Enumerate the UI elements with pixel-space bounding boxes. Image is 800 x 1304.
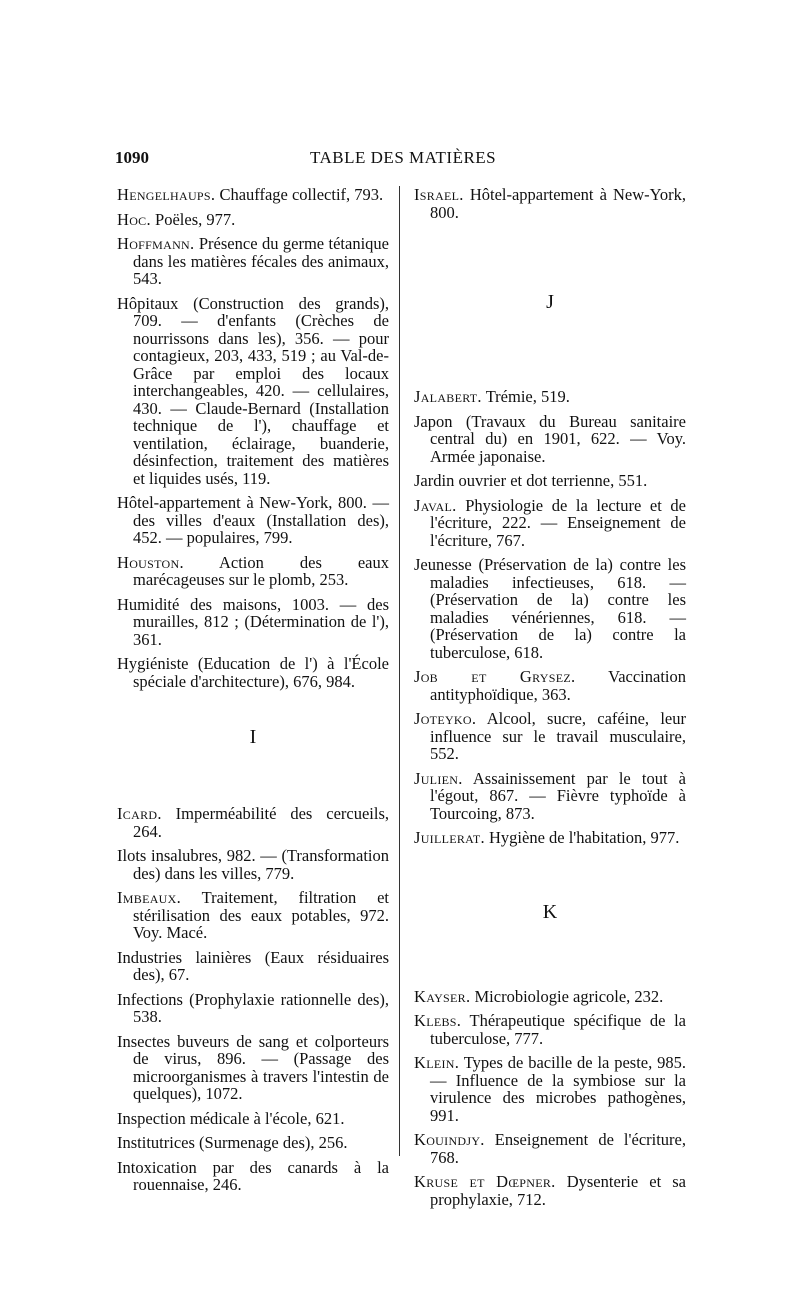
entry-text: Hygiéniste (Education de l') à l'École spéciale d'architecture), 676, 984. — [117, 654, 389, 691]
entry-text: Institutrices (Surmenage des), 256. — [117, 1133, 348, 1152]
entry-text: Types de bacille de la peste, 985. — Influence de la symbiose sur la virulence des microbes pathogènes, 991. — [430, 1053, 686, 1125]
entry-text: Traitement, filtration et stérilisation des eaux potables, 972. Voy. Macé. — [133, 888, 389, 942]
entry-text: Thérapeutique spécifique de la tuberculose, 777. — [430, 1011, 687, 1048]
author-name: Kayser. — [414, 986, 471, 1006]
index-entry — [414, 1012, 686, 1047]
index-entry — [414, 1054, 686, 1124]
index-entry — [117, 186, 389, 204]
entry-text: Insectes buveurs de sang et colporteurs de virus, 896. — (Passage des microorganismes à travers l'intestin de quelques), 1072. — [117, 1031, 389, 1103]
left-column — [117, 186, 389, 1201]
index-entry — [117, 991, 389, 1026]
entry-text: Hôtel-appartement à New-York, 800. — des villes d'eaux (Installation des), 452. — populaires, 799. — [117, 493, 389, 547]
index-entry — [414, 668, 686, 703]
index-entry — [117, 949, 389, 984]
index-entry — [414, 472, 686, 490]
entry-text: Alcool, sucre, caféine, leur influence sur le travail musculaire, 552. — [430, 709, 686, 763]
author-name: Job et Grysez. — [414, 667, 576, 686]
author-name: Israel. — [414, 185, 464, 204]
entry-text: Trémie, 519. — [485, 387, 570, 406]
index-entry — [414, 186, 686, 221]
index-entry — [117, 1110, 389, 1128]
index-entry — [414, 556, 686, 661]
entry-text: Intoxication par des canards à la rouennaise, 246. — [117, 1157, 389, 1194]
entry-text: Jeunesse (Préservation de la) contre les maladies infectieuses, 618. — (Préservation de la) contre les maladies vénériennes, 618. — (Préservation de la) contre la tuberculose, 618. — [414, 555, 686, 662]
right-top-entries — [414, 186, 686, 221]
section-letter-i: I — [249, 726, 257, 748]
author-name: Houston. — [117, 552, 184, 572]
index-entry — [117, 295, 389, 488]
index-entry — [117, 1134, 389, 1152]
right-column — [414, 186, 686, 1215]
entry-text: Humidité des maisons, 1003. — des murailles, 812 ; (Détermination de l'), 361. — [117, 594, 389, 649]
index-entry — [414, 710, 686, 763]
index-entry — [414, 770, 686, 823]
index-entry — [414, 1173, 686, 1208]
author-name: Klebs. — [414, 1011, 462, 1030]
author-name: Kouindjy. — [414, 1130, 485, 1149]
index-entry — [414, 988, 686, 1006]
entry-text: Hôtel-appartement à New-York, 800. — [430, 185, 686, 222]
author-name: Klein. — [414, 1053, 460, 1072]
index-entry — [414, 413, 686, 466]
section-letter-k: K — [542, 900, 558, 923]
index-entry — [117, 235, 389, 288]
index-entry — [414, 829, 686, 847]
left-entries — [117, 186, 389, 690]
entry-text: Vaccination antityphoïdique, 363. — [430, 667, 687, 704]
entry-text: Enseignement de l'écriture, 768. — [430, 1130, 686, 1167]
index-entry — [117, 1159, 389, 1194]
author-name: Imbeaux. — [117, 888, 182, 907]
author-name: Julien. — [414, 768, 463, 788]
entry-text: Action des eaux marécageuses sur le plomb, 253. — [133, 552, 389, 589]
entry-text: Hôpitaux (Construction des grands), 709. — d'enfants (Crèches de nourrissons dans les), 356. — pour contagieux, 203, 433, 519 ; au Val-de-Grâce par emploi des locaux interchangeables, 420. — cellulaires, 430. — Claude-Bernard (Installation technique de l'), chauffage et ventilation, éclairage, buanderie, désinfection, traitement des matières et liquides usés, 119. — [117, 293, 389, 488]
index-entry — [117, 847, 389, 882]
entry-text: Dysenterie et sa prophylaxie, 712. — [430, 1172, 687, 1209]
index-entry — [414, 388, 686, 406]
entry-text: Chauffage collectif, 793. — [219, 185, 384, 204]
author-name: Hoc. — [117, 209, 151, 229]
entry-text: Industries lainières (Eaux résiduaires des), 67. — [117, 947, 389, 984]
author-name: Kruse et Dœpner. — [414, 1172, 556, 1191]
index-entry — [117, 596, 389, 649]
section-k-entries — [414, 988, 686, 1209]
column-divider — [399, 186, 400, 1156]
index-entry — [414, 497, 686, 550]
author-name: Jalabert. — [414, 387, 482, 406]
section-i-entries — [117, 805, 389, 1194]
section-j-entries — [414, 388, 686, 847]
entry-text: Infections (Prophylaxie rationnelle des), 538. — [117, 989, 389, 1026]
section-letter-j: J — [546, 291, 554, 313]
running-title: TABLE DES MATIÈRES — [310, 148, 497, 167]
entry-text: Hygiène de l'habitation, 977. — [489, 828, 680, 847]
entry-text: Japon (Travaux du Bureau sanitaire central du) en 1901, 622. — Voy. Armée japonaise. — [414, 411, 686, 466]
index-entry — [117, 889, 389, 942]
entry-text: Jardin ouvrier et dot terrienne, 551. — [414, 471, 648, 490]
entry-text: Présence du germe tétanique dans les matières fécales des animaux, 543. — [133, 234, 389, 288]
index-entry — [117, 1033, 389, 1103]
author-name: Javal. — [414, 495, 457, 515]
author-name: Hengelhaups. — [117, 185, 216, 204]
author-name: Hoffmann. — [117, 234, 195, 253]
entry-text: Ilots insalubres, 982. — (Transformation des) dans les villes, 779. — [117, 846, 389, 883]
entry-text: Imperméabilité des cercueils, 264. — [133, 804, 389, 841]
index-entry — [414, 1131, 686, 1166]
entry-text: Assainissement par le tout à l'égout, 867. — Fièvre typhoïde à Tourcoing, 873. — [430, 768, 686, 823]
author-name: Joteyko. — [414, 709, 477, 728]
page-number: 1090 — [115, 148, 149, 167]
index-entry — [117, 805, 389, 840]
entry-text: Microbiologie agricole, 232. — [474, 986, 664, 1006]
entry-text: Physiologie de la lecture et de l'écriture, 222. — Enseignement de l'écriture, 767. — [430, 495, 686, 550]
index-entry — [117, 554, 389, 589]
index-entry — [117, 494, 389, 547]
entry-text: Inspection médicale à l'école, 621. — [117, 1108, 345, 1128]
author-name: Icard. — [117, 804, 162, 823]
index-entry — [117, 655, 389, 690]
author-name: Juillerat. — [414, 828, 485, 847]
index-entry — [117, 211, 389, 229]
entry-text: Poëles, 977. — [155, 209, 236, 229]
